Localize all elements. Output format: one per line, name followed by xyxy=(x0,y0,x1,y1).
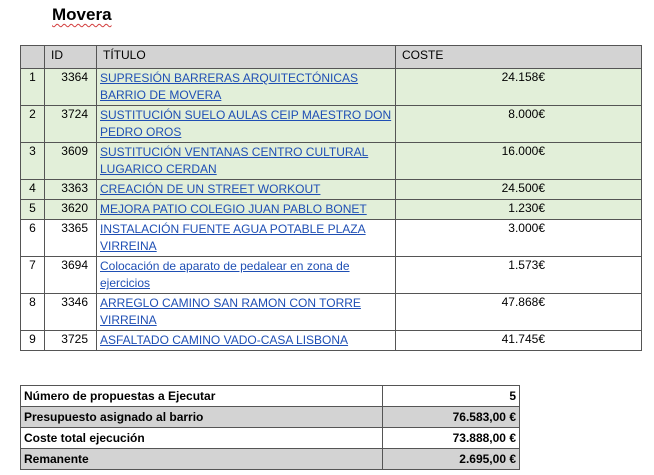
row-id: 3346 xyxy=(45,294,97,331)
summary-label: Presupuesto asignado al barrio xyxy=(21,407,383,428)
table-row xyxy=(21,69,642,106)
row-cost: 24.500€ xyxy=(396,180,642,200)
row-num: 2 xyxy=(21,106,45,143)
summary-label: Número de propuestas a Ejecutar xyxy=(21,386,383,407)
project-link[interactable]: ASFALTADO CAMINO VADO-CASA LISBONA xyxy=(100,333,349,347)
summary-label: Coste total ejecución xyxy=(21,428,383,449)
row-cost: 41.745€ xyxy=(396,331,642,351)
summary-row xyxy=(21,407,520,428)
summary-label: Remanente xyxy=(21,449,383,470)
row-num: 4 xyxy=(21,180,45,200)
row-cost: 24.158€ xyxy=(396,69,642,106)
project-link[interactable]: SUSTITUCIÓN SUELO AULAS CEIP MAESTRO DON PEDRO OROS xyxy=(100,108,392,139)
page-title: Movera xyxy=(52,5,112,24)
table-row xyxy=(21,294,642,331)
row-id: 3694 xyxy=(45,257,97,294)
row-num: 9 xyxy=(21,331,45,351)
header-num xyxy=(21,46,45,69)
summary-row xyxy=(21,386,520,407)
summary-row xyxy=(21,428,520,449)
header-title: TÍTULO xyxy=(97,46,396,69)
summary-value: 2.695,00 € xyxy=(383,449,520,470)
row-num: 8 xyxy=(21,294,45,331)
project-link[interactable]: SUPRESIÓN BARRERAS ARQUITECTÓNICAS BARRIO DE MOVERA xyxy=(100,71,359,102)
project-link[interactable]: INSTALACIÓN FUENTE AGUA POTABLE PLAZA VIRREINA xyxy=(100,222,366,253)
table-row xyxy=(21,143,642,180)
row-id: 3363 xyxy=(45,180,97,200)
table-header-row xyxy=(21,46,642,69)
row-id: 3724 xyxy=(45,106,97,143)
table-row xyxy=(21,331,642,351)
row-id: 3609 xyxy=(45,143,97,180)
table-row xyxy=(21,106,642,143)
row-cost: 3.000€ xyxy=(396,220,642,257)
row-cost: 1.230€ xyxy=(396,200,642,220)
row-num: 3 xyxy=(21,143,45,180)
row-id: 3364 xyxy=(45,69,97,106)
table-row xyxy=(21,220,642,257)
header-id: ID xyxy=(45,46,97,69)
row-cost: 16.000€ xyxy=(396,143,642,180)
table-row xyxy=(21,257,642,294)
row-id: 3365 xyxy=(45,220,97,257)
row-cost: 8.000€ xyxy=(396,106,642,143)
summary-row xyxy=(21,449,520,470)
table-row xyxy=(21,180,642,200)
project-link[interactable]: SUSTITUCIÓN VENTANAS CENTRO CULTURAL LUGARICO CERDAN xyxy=(100,145,369,176)
row-num: 7 xyxy=(21,257,45,294)
row-num: 1 xyxy=(21,69,45,106)
project-link[interactable]: MEJORA PATIO COLEGIO JUAN PABLO BONET xyxy=(100,202,367,216)
row-id: 3725 xyxy=(45,331,97,351)
row-num: 5 xyxy=(21,200,45,220)
row-num: 6 xyxy=(21,220,45,257)
project-link[interactable]: CREACIÓN DE UN STREET WORKOUT xyxy=(100,182,321,196)
projects-table xyxy=(20,45,642,351)
summary-table xyxy=(20,385,520,470)
row-cost: 1.573€ xyxy=(396,257,642,294)
project-link[interactable]: Colocación de aparato de pedalear en zona de ejercicios xyxy=(100,259,350,290)
row-id: 3620 xyxy=(45,200,97,220)
header-cost: COSTE xyxy=(396,46,642,69)
row-cost: 47.868€ xyxy=(396,294,642,331)
project-link[interactable]: ARREGLO CAMINO SAN RAMON CON TORRE VIRREINA xyxy=(100,296,361,327)
table-row xyxy=(21,200,642,220)
summary-value: 76.583,00 € xyxy=(383,407,520,428)
summary-value: 5 xyxy=(383,386,520,407)
summary-value: 73.888,00 € xyxy=(383,428,520,449)
